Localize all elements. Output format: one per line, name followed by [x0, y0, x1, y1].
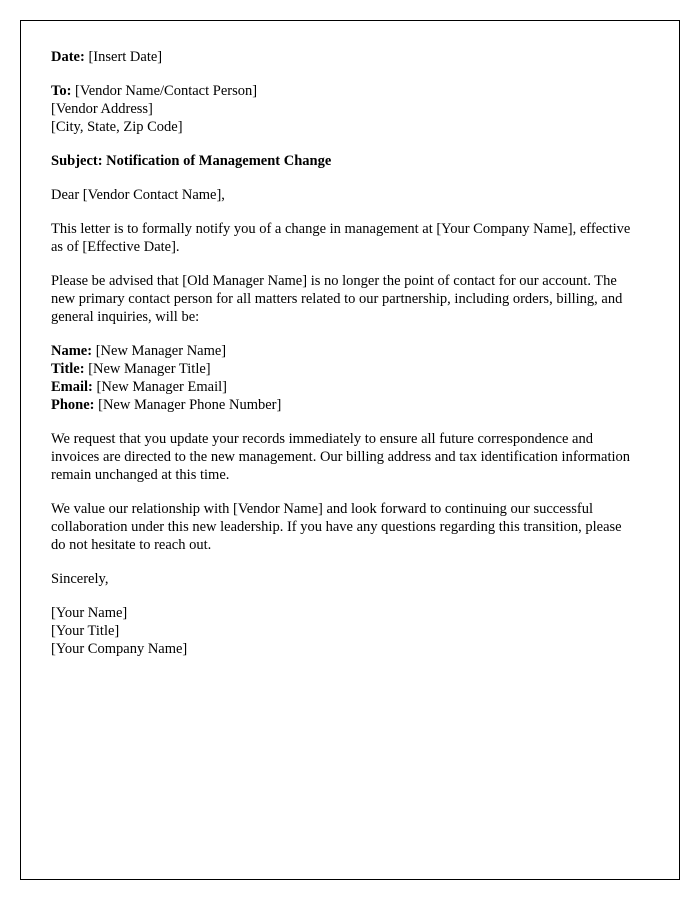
closing-line: Sincerely,	[51, 571, 109, 587]
salutation-line	[51, 186, 633, 204]
contact-email-value: [New Manager Email]	[96, 379, 227, 395]
contact-name-line	[51, 342, 633, 360]
date-value: [Insert Date]	[88, 49, 163, 65]
recipient-city-line	[51, 118, 633, 136]
recipient-address-line	[51, 100, 633, 118]
letter-document	[20, 20, 680, 880]
salutation-text: Dear [Vendor Contact Name],	[51, 187, 225, 203]
contact-title-line	[51, 360, 633, 378]
recipient-name-line	[51, 82, 633, 100]
contact-name-label: Name:	[51, 343, 93, 359]
new-contact-block	[51, 342, 633, 414]
to-label: To:	[51, 83, 72, 99]
subject-line	[51, 152, 633, 170]
recipient-name: [Vendor Name/Contact Person]	[75, 83, 258, 99]
paragraph-advisory: Please be advised that [Old Manager Name] is no longer the point of contact for our account. The new primary contact person for all matters related to our partnership, including orders, billing, and general inquiries, will be:	[51, 273, 623, 325]
recipient-city: [City, State, Zip Code]	[51, 119, 183, 135]
subject-text: Subject: Notification of Management Change	[51, 153, 332, 169]
contact-phone-line	[51, 396, 633, 414]
date-label: Date:	[51, 49, 85, 65]
paragraph-intro: This letter is to formally notify you of a change in management at [Your Company Name], effective as of [Effective Date].	[51, 221, 631, 255]
signature-company: [Your Company Name]	[51, 641, 188, 657]
date-line	[51, 48, 633, 66]
recipient-address: [Vendor Address]	[51, 101, 153, 117]
contact-phone-label: Phone:	[51, 397, 95, 413]
signature-name: [Your Name]	[51, 605, 128, 621]
paragraph-relationship: We value our relationship with [Vendor Name] and look forward to continuing our successful collaboration under this new leadership. If you have any questions regarding this transition, please do not hesitate to reach out.	[51, 501, 622, 553]
contact-title-value: [New Manager Title]	[88, 361, 211, 377]
contact-email-line	[51, 378, 633, 396]
recipient-block	[51, 82, 633, 136]
contact-phone-value: [New Manager Phone Number]	[98, 397, 282, 413]
contact-title-label: Title:	[51, 361, 85, 377]
contact-name-value: [New Manager Name]	[95, 343, 227, 359]
contact-email-label: Email:	[51, 379, 93, 395]
paragraph-records: We request that you update your records immediately to ensure all future correspondence and invoices are directed to the new management. Our billing address and tax identification information remain unchanged at this time.	[51, 431, 631, 483]
signature-title: [Your Title]	[51, 623, 120, 639]
signature-block	[51, 604, 633, 658]
